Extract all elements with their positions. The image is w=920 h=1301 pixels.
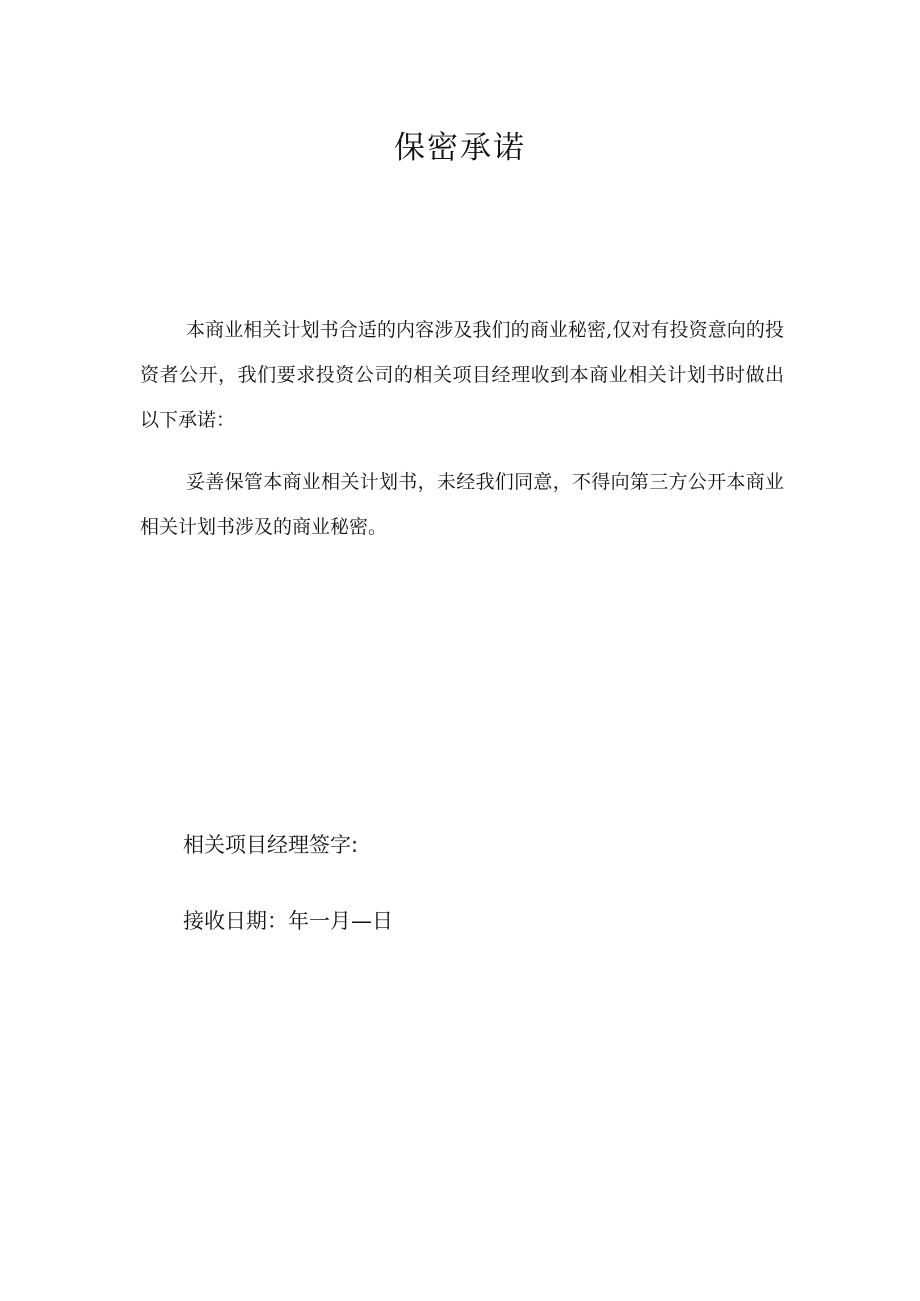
manager-signature-label: 相关项目经理签字:: [183, 833, 359, 857]
receipt-date-label: 接收日期：年一月—日: [183, 909, 393, 933]
confidentiality-paragraph: 本商业相关计划书合适的内容涉及我们的商业秘密,仅对有投资意向的投资者公开，我们要求投资公司的相关项目经理收到本商业相关计划书时做出以下承诺：: [140, 319, 784, 431]
document-title: 保密承诺: [394, 130, 526, 166]
safekeeping-paragraph: 妥善保管本商业相关计划书，未经我们同意，不得向第三方公开本商业相关计划书涉及的商业秘密。: [140, 471, 784, 538]
